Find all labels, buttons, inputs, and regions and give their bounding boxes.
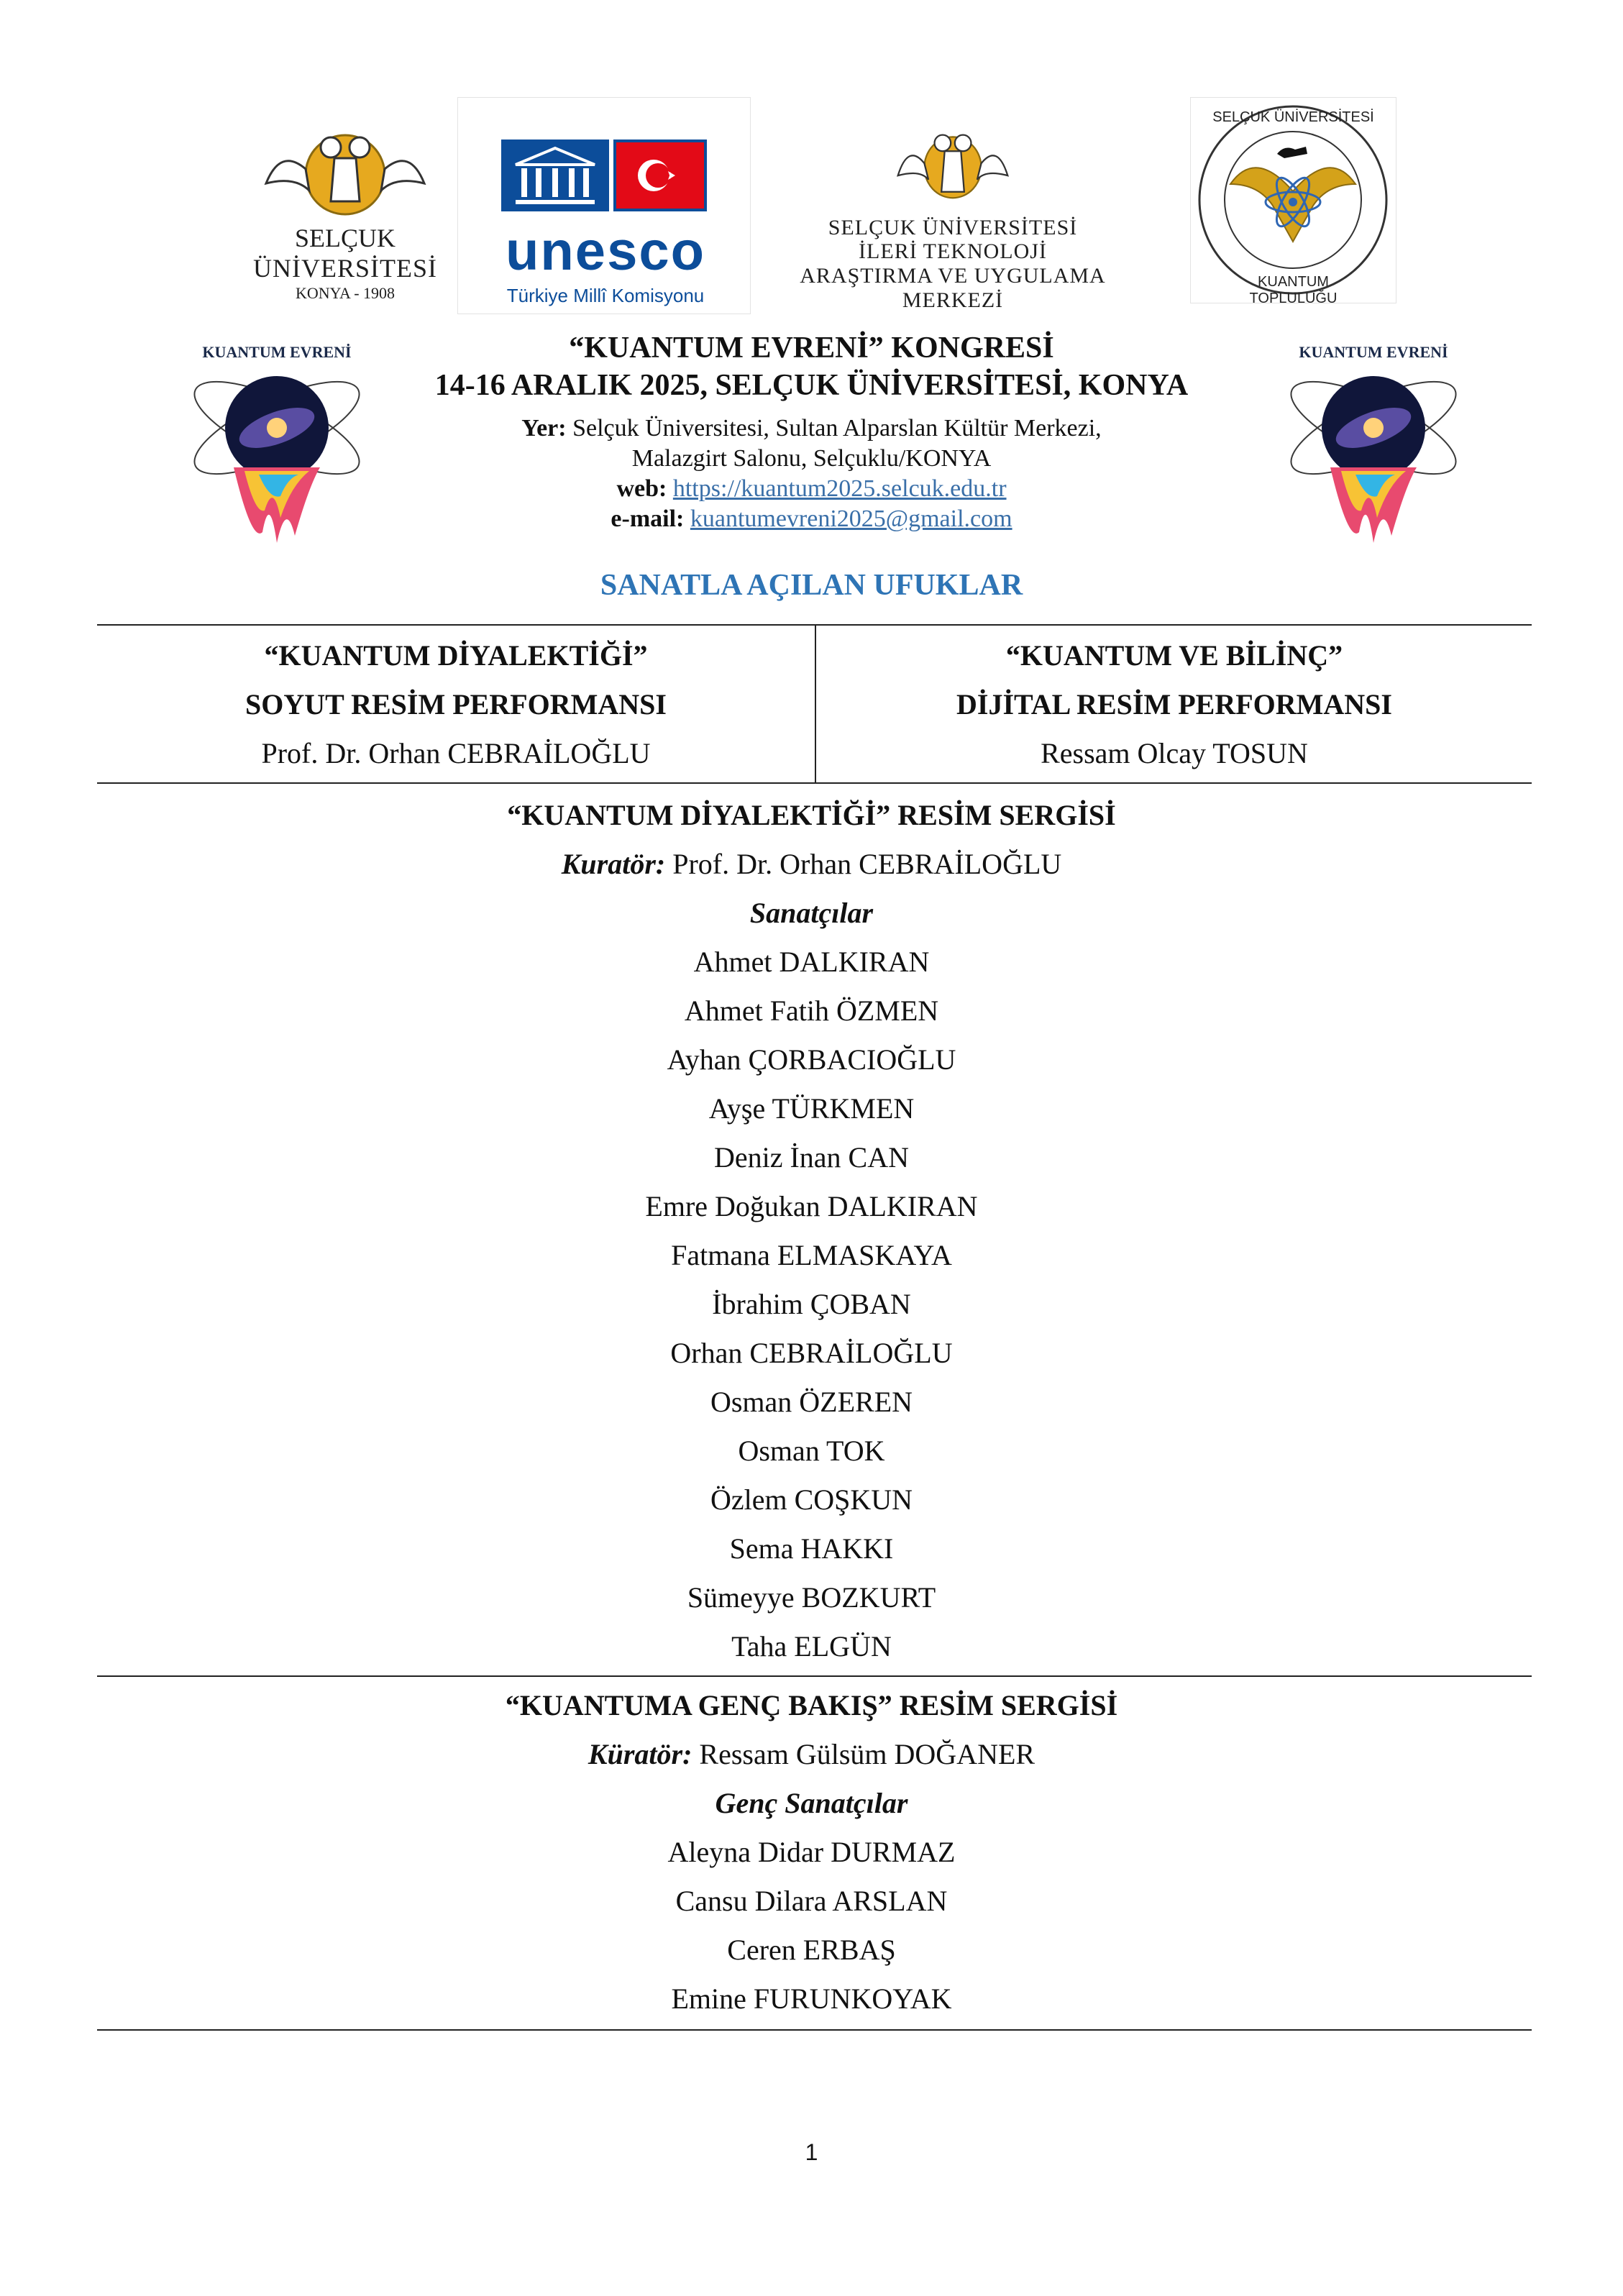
performance-subtitle: SOYUT RESİM PERFORMANSI [245,688,667,721]
exhibition-1 [0,791,1623,1671]
artist-name: Sema HAKKI [729,1532,894,1565]
exhibition-2 [0,1681,1623,2023]
evren-arc-text-right: KUANTUM EVRENİ [1299,343,1448,361]
selcuk-logo-text-1: SELÇUK [294,224,396,252]
young-artists-heading: Genç Sanatçılar [715,1787,908,1819]
email-line [0,504,1623,534]
performance-artist: Ressam Olcay TOSUN [1041,737,1308,769]
curator-label: Kuratör: [561,848,666,880]
artist-name: Fatmana ELMASKAYA [671,1239,952,1271]
artist-name: Cansu Dilara ARSLAN [675,1885,948,1917]
exhibition-2-title: “KUANTUMA GENÇ BAKIŞ” RESİM SERGİSİ [505,1689,1118,1721]
web-label: web: [616,475,667,502]
artist-name: Emine FURUNKOYAK [671,1982,952,2015]
turkey-flag-icon [613,140,707,211]
venue-value: Selçuk Üniversitesi, Sultan Alparslan Kültür Merkezi, [566,415,1102,442]
performance-title: “KUANTUM DİYALEKTİĞİ” [264,639,648,672]
venue-line-1 [0,413,1623,444]
artist-name: Taha ELGÜN [731,1630,892,1662]
bottom-divider [97,2029,1532,2031]
artist-name: Ayşe TÜRKMEN [708,1092,915,1125]
artist-name: Ayhan ÇORBACIOĞLU [667,1043,956,1076]
curator-name: Ressam Gülsüm DOĞANER [692,1738,1035,1770]
artist-name: Ahmet DALKIRAN [693,946,930,978]
artists-heading: Sanatçılar [749,897,874,929]
artist-name: Deniz İnan CAN [713,1141,910,1174]
unesco-subtitle: Türkiye Millî Komisyonu [506,285,705,306]
artist-name: Osman ÖZEREN [710,1386,913,1418]
email-label: e-mail: [611,506,685,532]
performance-title: “KUANTUM VE BİLİNÇ” [1005,639,1343,672]
venue-label: Yer: [521,415,567,442]
section-title: SANATLA AÇILAN UFUKLAR [600,569,1023,602]
venue-line-2: Malazgirt Salonu, Selçuklu/KONYA [631,445,992,472]
web-line [0,474,1623,504]
performance-artist: Prof. Dr. Orhan CEBRAİLOĞLU [261,737,651,769]
table-bottom-border [97,782,1532,784]
performance-cell-left [97,631,815,778]
web-link[interactable]: https://kuantum2025.selcuk.edu.tr [672,475,1007,502]
research-center-logo [748,119,1158,312]
artist-name: Aleyna Didar DURMAZ [667,1836,956,1868]
performance-cell-right [815,631,1533,778]
kuantum-toplulugu-logo [1190,97,1396,306]
page-number: 1 [805,2139,818,2165]
curator-label: Küratör: [588,1738,692,1770]
artist-name: Orhan CEBRAİLOĞLU [670,1337,953,1369]
exhibition-1-curator [0,840,1623,889]
double-headed-eagle-icon [892,119,1014,212]
evren-arc-text-left: KUANTUM EVRENİ [202,343,352,361]
kuantum-toplulugu-bottom-text: KUANTUM TOPLULUĞU [1249,274,1338,306]
section-divider [97,1675,1532,1677]
artist-name: Sümeyye BOZKURT [687,1581,936,1614]
congress-title: “KUANTUM EVRENİ” KONGRESİ [569,331,1054,365]
artist-name: Emre Doğukan DALKIRAN [645,1190,978,1222]
unesco-temple-icon [501,140,609,211]
exhibition-2-curator [0,1730,1623,1779]
email-link[interactable]: kuantumevreni2025@gmail.com [690,506,1012,532]
congress-dates: 14-16 ARALIK 2025, SELÇUK ÜNİVERSİTESİ, KONYA [434,369,1189,402]
selcuk-logo-text-2: ÜNİVERSİTESİ [253,254,437,283]
research-center-line2: İLERİ TEKNOLOJİ [859,239,1047,263]
research-center-line1: SELÇUK ÜNİVERSİTESİ [828,216,1078,239]
unesco-logo [457,97,751,314]
artist-name: Osman TOK [738,1435,885,1467]
artist-name: Ahmet Fatih ÖZMEN [684,994,939,1027]
artist-name: İbrahim ÇOBAN [712,1288,911,1320]
selcuk-university-logo [237,119,453,313]
artist-name: Ceren ERBAŞ [727,1934,896,1966]
selcuk-logo-city: KONYA - 1908 [295,284,396,302]
research-center-line3: ARAŞTIRMA VE UYGULAMA MERKEZİ [800,264,1106,312]
double-headed-eagle-icon [237,119,453,219]
kuantum-toplulugu-top-text: SELÇUK ÜNİVERSİTESİ [1212,109,1374,125]
unesco-wordmark: unesco [505,221,706,282]
artist-name: Özlem COŞKUN [710,1483,913,1516]
exhibition-1-title: “KUANTUM DİYALEKTİĞİ” RESİM SERGİSİ [507,799,1116,831]
performance-subtitle: DİJİTAL RESİM PERFORMANSI [956,688,1392,721]
curator-name: Prof. Dr. Orhan CEBRAİLOĞLU [665,848,1062,880]
